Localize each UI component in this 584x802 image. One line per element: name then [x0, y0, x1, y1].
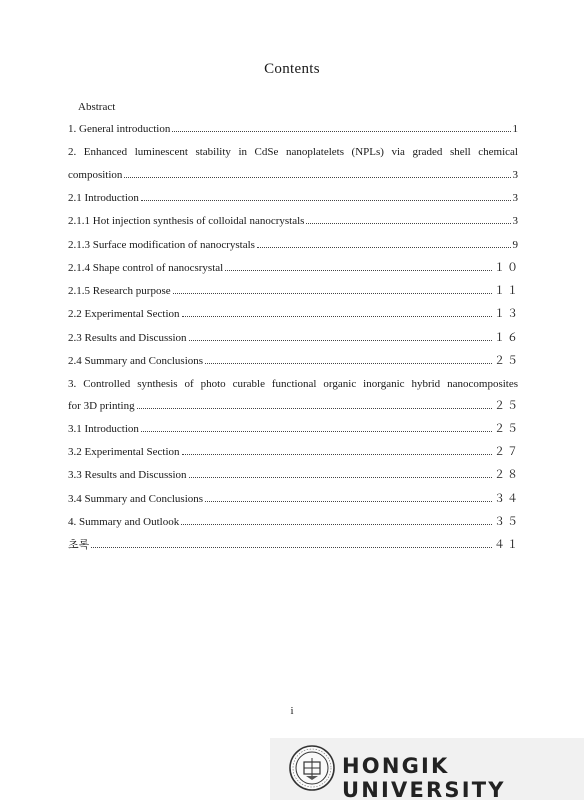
toc-entry[interactable]: 3.3 Results and Discussion ２８	[68, 469, 520, 481]
toc-entry[interactable]: 2.2 Experimental Section １３	[68, 308, 520, 320]
university-name: HONGIK UNIVERSITY	[342, 754, 506, 802]
abstract-entry: Abstract	[78, 101, 116, 113]
toc-entry[interactable]: 2.1.4 Shape control of nanocsrystal １０	[68, 262, 520, 274]
toc-entry-line1[interactable]: 3. Controlled synthesis of photo curable functional organic inorganic hybrid nanocomposites	[68, 378, 518, 390]
leader-dots	[189, 330, 492, 341]
university-footer-logo	[270, 738, 584, 800]
leader-dots	[137, 398, 492, 409]
leader-dots	[173, 283, 492, 294]
toc-entry[interactable]: composition 3	[68, 169, 520, 181]
toc-entry[interactable]: 초록 ４１	[68, 539, 520, 551]
toc-entry[interactable]: 3.2 Experimental Section ２７	[68, 446, 520, 458]
toc-entry[interactable]: 3.4 Summary and Conclusions ３４	[68, 493, 520, 505]
toc-entry[interactable]: for 3D printing ２５	[68, 400, 520, 412]
page-number: i	[290, 705, 294, 717]
contents-title: Contents	[264, 61, 320, 77]
toc-entry[interactable]: 1. General introduction 1	[68, 123, 520, 135]
leader-dots	[306, 213, 510, 224]
toc-entry[interactable]: 2.3 Results and Discussion １６	[68, 332, 520, 344]
toc-entry-line1[interactable]: 2. Enhanced luminescent stability in CdSe nanoplatelets (NPLs) via graded shell chemical	[68, 146, 518, 158]
toc-entry[interactable]: 2.1.3 Surface modification of nanocrystals 9	[68, 239, 520, 251]
leader-dots	[172, 121, 510, 132]
leader-dots	[189, 467, 492, 478]
toc-entry[interactable]: 3.1 Introduction ２５	[68, 423, 520, 435]
toc-entry[interactable]: 2.1.5 Research purpose １１	[68, 285, 520, 297]
leader-dots	[141, 421, 492, 432]
leader-dots	[141, 190, 511, 201]
toc-entry[interactable]: 4. Summary and Outlook ３５	[68, 516, 520, 528]
toc-entry[interactable]: 2.4 Summary and Conclusions ２５	[68, 355, 520, 367]
toc-entry[interactable]: 2.1.1 Hot injection synthesis of colloidal nanocrystals 3	[68, 215, 520, 227]
leader-dots	[205, 491, 492, 502]
leader-dots	[225, 260, 492, 271]
leader-dots	[205, 353, 492, 364]
leader-dots	[257, 237, 511, 248]
leader-dots	[181, 514, 492, 525]
university-seal-icon	[288, 744, 336, 792]
leader-dots	[182, 444, 493, 455]
toc-entry[interactable]: 2.1 Introduction 3	[68, 192, 520, 204]
leader-dots	[182, 306, 493, 317]
leader-dots	[124, 167, 510, 178]
leader-dots	[91, 537, 492, 548]
